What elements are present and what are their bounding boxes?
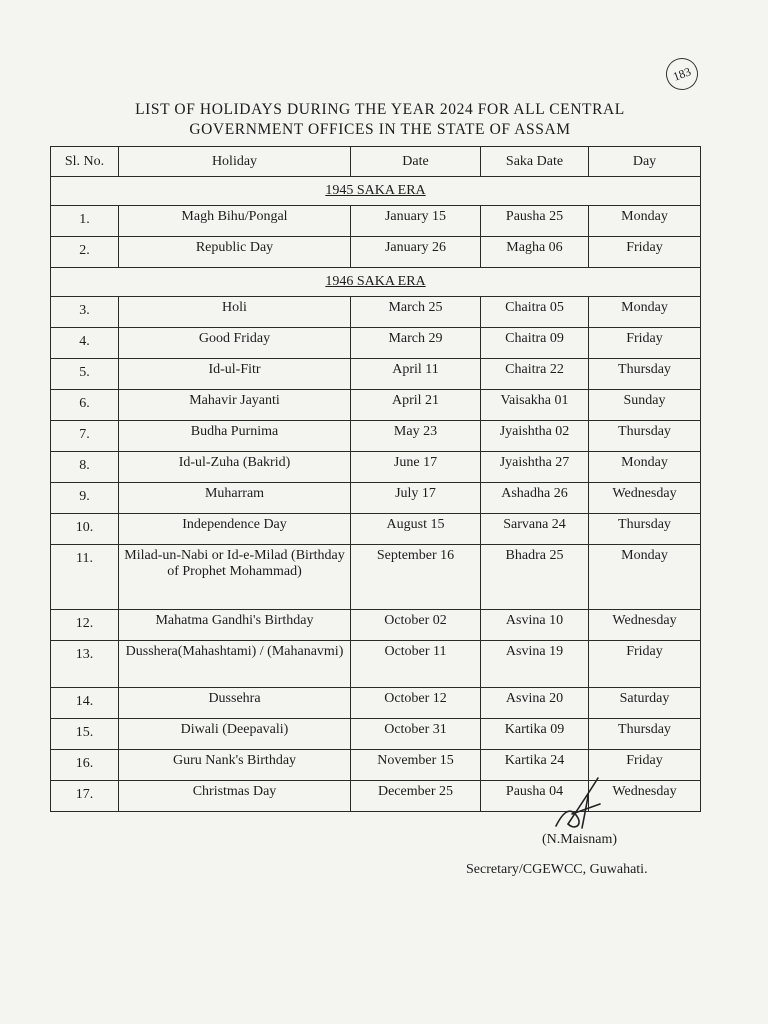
- header-holiday: Holiday: [119, 147, 351, 177]
- cell-sl-no: 5.: [51, 359, 119, 390]
- cell-day: Wednesday: [589, 610, 701, 641]
- title-line-1: LIST OF HOLIDAYS DURING THE YEAR 2024 FOR ALL CENTRAL: [135, 101, 625, 118]
- cell-date: April 11: [351, 359, 481, 390]
- cell-date: October 12: [351, 688, 481, 719]
- cell-saka-date: Asvina 10: [481, 610, 589, 641]
- cell-day: Monday: [589, 206, 701, 237]
- era-row: [51, 268, 701, 297]
- header-sl-no: Sl. No.: [51, 147, 119, 177]
- cell-holiday: Budha Purnima: [119, 421, 351, 452]
- table-row: [51, 514, 701, 545]
- cell-holiday: Independence Day: [119, 514, 351, 545]
- cell-date: December 25: [351, 781, 481, 812]
- cell-date: September 16: [351, 545, 481, 610]
- cell-date: May 23: [351, 421, 481, 452]
- table-row: [51, 545, 701, 610]
- cell-date: March 25: [351, 297, 481, 328]
- cell-saka-date: Jyaishtha 27: [481, 452, 589, 483]
- cell-day: Sunday: [589, 390, 701, 421]
- header-saka-date: Saka Date: [481, 147, 589, 177]
- title-line-2: GOVERNMENT OFFICES IN THE STATE OF ASSAM: [189, 121, 571, 138]
- era-row: [51, 177, 701, 206]
- table-row: [51, 688, 701, 719]
- cell-saka-date: Vaisakha 01: [481, 390, 589, 421]
- table-row: [51, 452, 701, 483]
- cell-holiday: Muharram: [119, 483, 351, 514]
- cell-holiday: Dusshera(Mahashtami) / (Mahanavmi): [119, 641, 351, 688]
- cell-sl-no: 14.: [51, 688, 119, 719]
- cell-saka-date: Jyaishtha 02: [481, 421, 589, 452]
- cell-date: January 15: [351, 206, 481, 237]
- era-label: 1946 SAKA ERA: [51, 268, 701, 297]
- cell-day: Monday: [589, 545, 701, 610]
- cell-holiday: Mahavir Jayanti: [119, 390, 351, 421]
- cell-saka-date: Ashadha 26: [481, 483, 589, 514]
- cell-sl-no: 6.: [51, 390, 119, 421]
- cell-saka-date: Sarvana 24: [481, 514, 589, 545]
- cell-holiday: Republic Day: [119, 237, 351, 268]
- table-row: [51, 421, 701, 452]
- cell-date: October 31: [351, 719, 481, 750]
- cell-day: Friday: [589, 641, 701, 688]
- cell-day: Thursday: [589, 719, 701, 750]
- cell-date: October 11: [351, 641, 481, 688]
- table-row: [51, 359, 701, 390]
- table-row: [51, 206, 701, 237]
- cell-holiday: Milad-un-Nabi or Id-e-Milad (Birthday of Prophet Mohammad): [119, 545, 351, 610]
- holiday-table: [50, 146, 701, 812]
- cell-day: Wednesday: [589, 781, 701, 812]
- cell-sl-no: 4.: [51, 328, 119, 359]
- cell-saka-date: Pausha 04: [481, 781, 589, 812]
- cell-holiday: Christmas Day: [119, 781, 351, 812]
- cell-date: April 21: [351, 390, 481, 421]
- cell-date: January 26: [351, 237, 481, 268]
- cell-holiday: Mahatma Gandhi's Birthday: [119, 610, 351, 641]
- cell-saka-date: Bhadra 25: [481, 545, 589, 610]
- cell-holiday: Dussehra: [119, 688, 351, 719]
- cell-saka-date: Chaitra 22: [481, 359, 589, 390]
- cell-saka-date: Kartika 09: [481, 719, 589, 750]
- cell-saka-date: Chaitra 05: [481, 297, 589, 328]
- cell-day: Friday: [589, 237, 701, 268]
- cell-date: August 15: [351, 514, 481, 545]
- page-number: 183: [661, 53, 702, 94]
- cell-day: Wednesday: [589, 483, 701, 514]
- cell-day: Monday: [589, 452, 701, 483]
- signatory-title: Secretary/CGEWCC, Guwahati.: [466, 862, 648, 877]
- cell-sl-no: 10.: [51, 514, 119, 545]
- cell-sl-no: 16.: [51, 750, 119, 781]
- table-row: [51, 237, 701, 268]
- cell-sl-no: 7.: [51, 421, 119, 452]
- cell-sl-no: 13.: [51, 641, 119, 688]
- cell-date: July 17: [351, 483, 481, 514]
- cell-saka-date: Kartika 24: [481, 750, 589, 781]
- cell-saka-date: Pausha 25: [481, 206, 589, 237]
- cell-day: Friday: [589, 328, 701, 359]
- cell-day: Saturday: [589, 688, 701, 719]
- table-row: [51, 610, 701, 641]
- cell-sl-no: 2.: [51, 237, 119, 268]
- cell-date: November 15: [351, 750, 481, 781]
- cell-sl-no: 11.: [51, 545, 119, 610]
- cell-holiday: Good Friday: [119, 328, 351, 359]
- era-label: 1945 SAKA ERA: [51, 177, 701, 206]
- cell-date: March 29: [351, 328, 481, 359]
- header-day: Day: [589, 147, 701, 177]
- cell-sl-no: 12.: [51, 610, 119, 641]
- header-date: Date: [351, 147, 481, 177]
- table-row: [51, 297, 701, 328]
- cell-sl-no: 8.: [51, 452, 119, 483]
- signature-mark: [548, 774, 608, 834]
- cell-saka-date: Asvina 20: [481, 688, 589, 719]
- cell-holiday: Holi: [119, 297, 351, 328]
- cell-holiday: Id-ul-Zuha (Bakrid): [119, 452, 351, 483]
- cell-day: Friday: [589, 750, 701, 781]
- table-row: [51, 328, 701, 359]
- cell-day: Thursday: [589, 514, 701, 545]
- table-header-row: [51, 147, 701, 177]
- cell-holiday: Diwali (Deepavali): [119, 719, 351, 750]
- cell-saka-date: Asvina 19: [481, 641, 589, 688]
- cell-date: October 02: [351, 610, 481, 641]
- cell-sl-no: 15.: [51, 719, 119, 750]
- cell-saka-date: Chaitra 09: [481, 328, 589, 359]
- table-row: [51, 641, 701, 688]
- cell-saka-date: Magha 06: [481, 237, 589, 268]
- cell-holiday: Id-ul-Fitr: [119, 359, 351, 390]
- cell-sl-no: 9.: [51, 483, 119, 514]
- cell-date: June 17: [351, 452, 481, 483]
- signatory-name: (N.Maisnam): [542, 832, 618, 847]
- cell-sl-no: 17.: [51, 781, 119, 812]
- cell-holiday: Guru Nank's Birthday: [119, 750, 351, 781]
- cell-sl-no: 1.: [51, 206, 119, 237]
- cell-sl-no: 3.: [51, 297, 119, 328]
- cell-day: Monday: [589, 297, 701, 328]
- cell-holiday: Magh Bihu/Pongal: [119, 206, 351, 237]
- table-row: [51, 390, 701, 421]
- table-row: [51, 719, 701, 750]
- document-title: [60, 100, 700, 140]
- table-row: [51, 483, 701, 514]
- cell-day: Thursday: [589, 421, 701, 452]
- cell-day: Thursday: [589, 359, 701, 390]
